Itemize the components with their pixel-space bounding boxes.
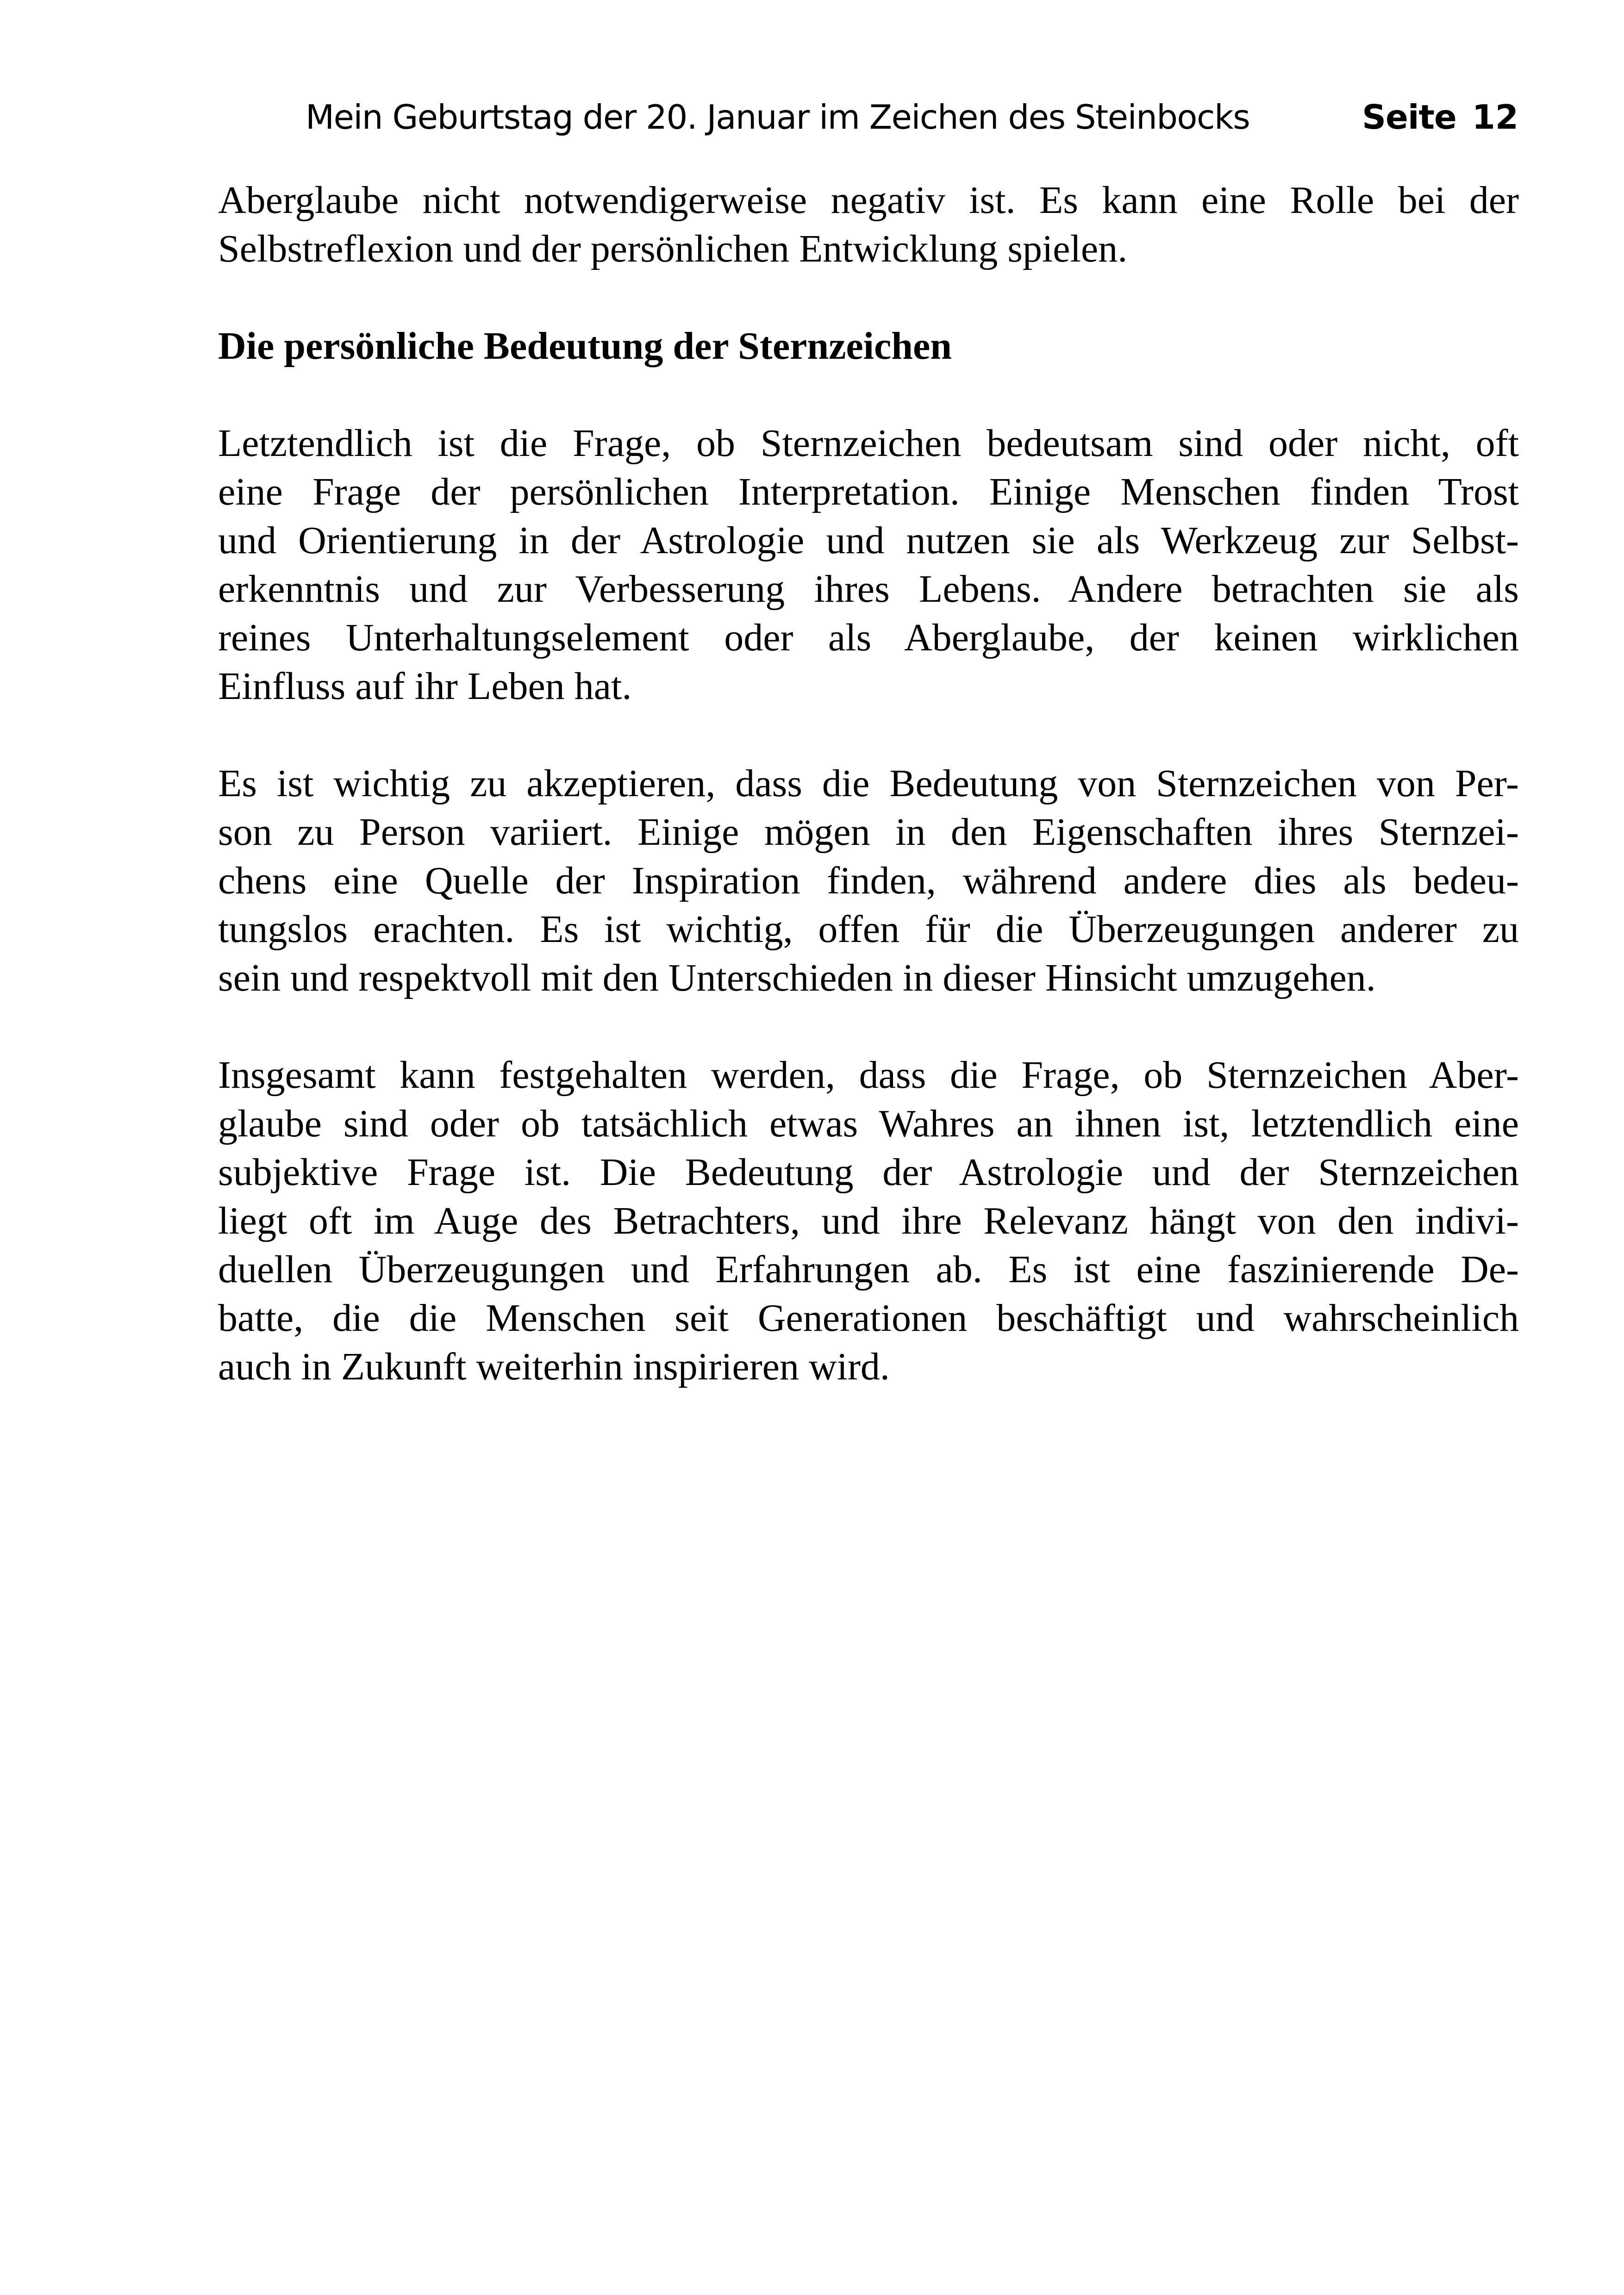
text-line: duellen Überzeugungen und Erfahrungen ab. Es ist eine faszinierende De-: [218, 1248, 1519, 1291]
text-line: liegt oft im Auge des Betrachters, und ihre Relevanz hängt von den indivi-: [218, 1199, 1519, 1242]
text-line: Letztendlich ist die Frage, ob Sternzeichen bedeutsam sind oder nicht, oft: [218, 422, 1519, 465]
paragraph: [218, 759, 1519, 1002]
running-header: [306, 87, 1518, 147]
text-line: Insgesamt kann festgehalten werden, dass die Frage, ob Sternzeichen Aber-: [218, 1054, 1519, 1097]
text-line: Einfluss auf ihr Leben hat.: [218, 665, 632, 708]
header-title: Mein Geburtstag der 20. Januar im Zeichen des Steinbocks: [306, 98, 1250, 137]
page-label: Seite: [1362, 98, 1456, 137]
text-line: eine Frage der persönlichen Interpretation. Einige Menschen finden Trost: [218, 470, 1519, 513]
text-line: auch in Zukunft weiterhin inspirieren wird.: [218, 1345, 890, 1388]
body-text: [218, 176, 1519, 1391]
text-line: reines Unterhaltungselement oder als Aberglaube, der keinen wirklichen: [218, 616, 1519, 659]
page-number: 12: [1472, 98, 1518, 137]
text-line: sein und respektvoll mit den Unterschieden in dieser Hinsicht umzugehen.: [218, 956, 1376, 999]
paragraph: [218, 1051, 1519, 1391]
text-line: son zu Person variiert. Einige mögen in den Eigenschaften ihres Sternzei-: [218, 811, 1519, 854]
text-line: chens eine Quelle der Inspiration finden, während andere dies als bedeu-: [218, 859, 1519, 902]
intro-paragraph: [218, 176, 1519, 273]
text-line: tungslos erachten. Es ist wichtig, offen für die Überzeugungen anderer zu: [218, 908, 1519, 951]
text-line: batte, die die Menschen seit Generationen beschäftigt und wahrscheinlich: [218, 1297, 1519, 1340]
text-line: und Orientierung in der Astrologie und nutzen sie als Werkzeug zur Selbst-: [218, 519, 1519, 562]
text-line: erkenntnis und zur Verbesserung ihres Lebens. Andere betrachten sie als: [218, 568, 1519, 611]
text-line: glaube sind oder ob tatsächlich etwas Wahres an ihnen ist, letztendlich eine: [218, 1102, 1519, 1145]
text-line: Selbstreflexion und der persönlichen Entwicklung spielen.: [218, 227, 1128, 270]
paragraph: [218, 419, 1519, 711]
text-line: Aberglaube nicht notwendigerweise negativ ist. Es kann eine Rolle bei der: [218, 179, 1519, 222]
section-heading: Die persönliche Bedeutung der Sternzeichen: [218, 324, 952, 368]
text-line: subjektive Frage ist. Die Bedeutung der Astrologie und der Sternzeichen: [218, 1151, 1519, 1194]
text-line: Es ist wichtig zu akzeptieren, dass die Bedeutung von Sternzeichen von Per-: [218, 762, 1519, 805]
